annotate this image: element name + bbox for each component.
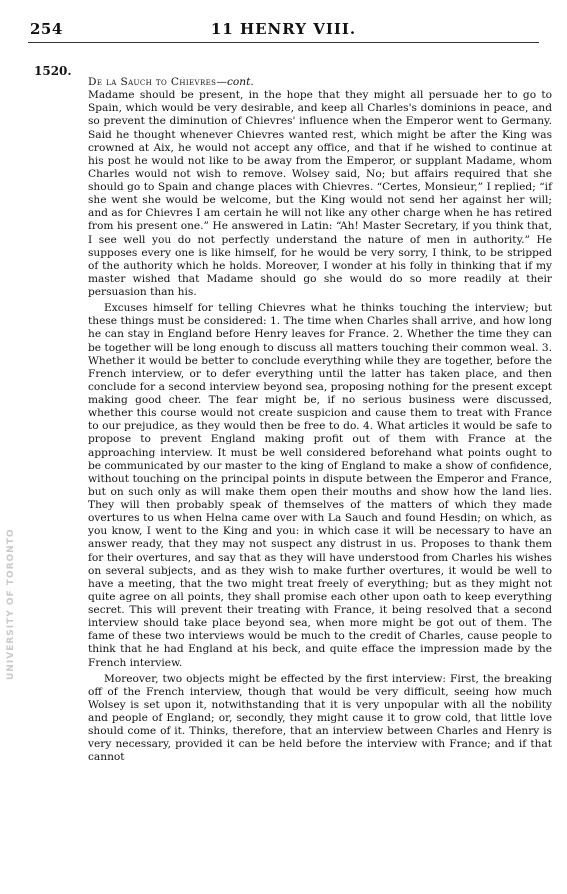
text-body (88, 76, 552, 765)
paragraph-1: Madame should be present, in the hope that they might all persuade her to go to Spain, which would be very desirable, and keep all Charles's dominions in peace, and so prevent the diminution of Chievres' influence when the Emperor went to Germany. Said he thought whenever Chievres wanted rest, which might be after the King was crowned at Aix, he would not accept any office, and that if he wished to continue at his post he would not like to be away from the Emperor, or supplant Madame, whom Charles would not wish to remove. Wolsey said, No; but affairs required that she should go to Spain and change places with Chievres. “Certes, Monsieur,” I replied; “if she went she would be welcome, but the King would not send her against her will; and as for Chievres I am certain he will not like any other charge when he has retired from his present one.” He answered in Latin: “Ah! Master Secretary, if you think that, I see well you do not perfectly understand the nature of men in authority.” He supposes every one is like himself, for he would be very sorry, I think, to be stripped of the authority which he holds. Moreover, I wonder at his folly in thinking that if my master wished that Madame should go she would do so more readily at their persuasion than his. (88, 89, 552, 298)
running-title: 11 HENRY VIII. (210, 20, 357, 38)
paragraph-2: Excuses himself for telling Chievres what he thinks touching the interview; but these things must be considered: 1. The time when Charles shall arrive, and how long he can stay in England before Henry leaves for France. 2. Whether the time they can be together will be long enough to discuss all matters touching their common weal. 3. Whether it would be better to conclude everything while they are together, before the French interview, or to defer everything until the latter has taken place, and then conclude for a second interview beyond sea, proposing nothing for the present except making good cheer. The fear might be, if no serious business were discussed, whether this course would not create suspicion and cause them to treat with France to our prejudice, as they would then be free to do. 4. What articles it would be safe to propose to prevent England making profit out of them with France at the approaching interview. It must be well considered beforehand what points ought to be communicated by our master to the king of England to make a show of confidence, without touching on the principal points in dispute between the Emperor and France, but on such only as will make them open their mouths and show how the land lies. They will then probably speak of themselves of the matters of which they made overtures to us when Helna came over with La Sauch and found Hesdin; on which, as you know, I went to the King and you: in which case it will be necessary to have an answer ready, that they may not suspect any distrust in us. Proposes to thank them for their overtures, and say that as they will have understood from Charles his wishes on several subjects, and as they wish to make further overtures, it would be well to have a meeting, that the two might treat freely of everything; but as they might not quite agree on all points, they shall promise each other upon oath to keep everything secret. This will prevent their treating with France, it being resolved that a second interview should take place beyond sea, when more might be got out of them. The fame of these two interviews would be much to the credit of Charles, cause people to think that he had England at his beck, and quite efface the impression made by the French interview. (88, 302, 552, 669)
header-rule (28, 42, 539, 43)
library-stamp-watermark: UNIVERSITY OF TORONTO (6, 528, 16, 680)
heading-title: De la Sauch to Chievres (88, 76, 217, 88)
margin-year: 1520. (34, 64, 72, 78)
paragraph-3: Moreover, two objects might be effected by the first interview: First, the breaking off of the French interview, though that would be very difficult, seeing how much Wolsey is set upon it, notwithstanding that it is very unpopular with all the nobility and people of England; or, secondly, they might cause it to grow cold, that little love should come of it. Thinks, therefore, that an interview between Charles and Henry is very necessary, provided it can be held before the interview with France; and if that cannot (88, 672, 552, 764)
heading-dash: — (216, 76, 227, 88)
page-number: 254 (30, 20, 63, 38)
heading-continued: cont. (226, 76, 254, 88)
letter-heading (88, 76, 552, 89)
